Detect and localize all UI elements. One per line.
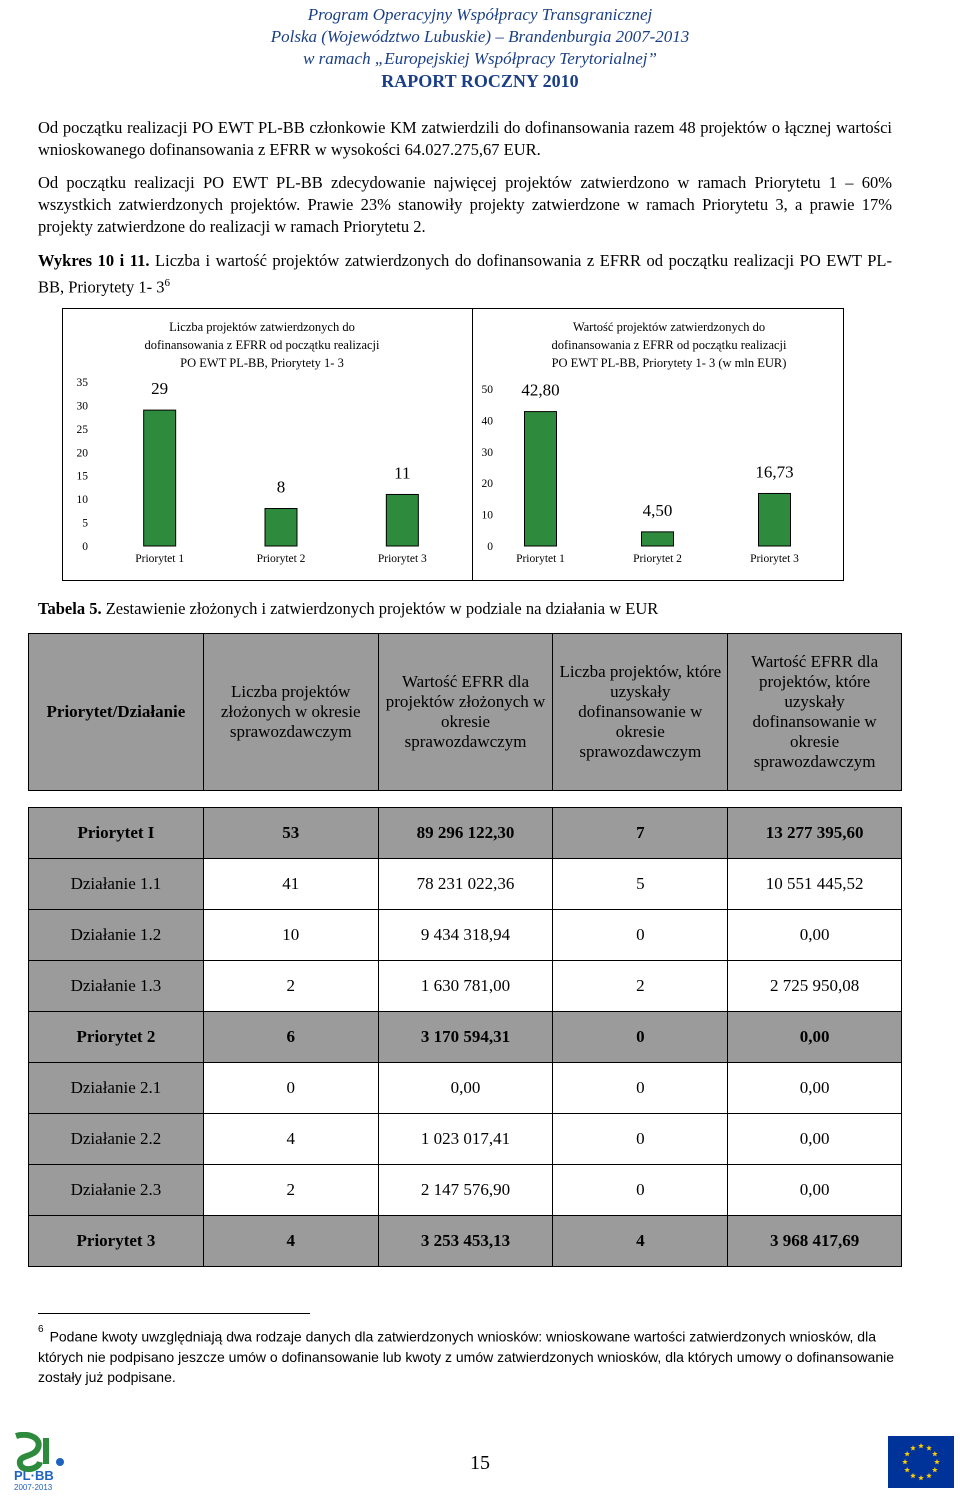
chart-title-line: dofinansowania z EFRR od początku realizacji xyxy=(144,338,380,352)
table-cell: 41 xyxy=(203,859,378,910)
header-line-1: Program Operacyjny Współpracy Transgranicznej xyxy=(307,5,653,24)
bar xyxy=(642,532,674,546)
header-line-2: Polska (Województwo Lubuskie) – Brandenburgia 2007-2013 xyxy=(270,27,690,46)
priority-row xyxy=(29,808,902,859)
action-row xyxy=(29,859,902,910)
table-cell: 0,00 xyxy=(378,1063,553,1114)
x-tick-label: Priorytet 3 xyxy=(377,553,427,565)
table-cell: 13 277 395,60 xyxy=(728,808,902,859)
table-cell: 1 630 781,00 xyxy=(378,961,553,1012)
data-label: 11 xyxy=(394,463,411,483)
table-cell: 1 023 017,41 xyxy=(378,1114,553,1165)
chart-projects-count xyxy=(62,308,474,581)
table-cell: 0,00 xyxy=(728,1012,902,1063)
table-header-row xyxy=(29,634,902,791)
chart-projects-value-svg xyxy=(473,309,843,580)
eu-star xyxy=(910,1445,916,1450)
action-row xyxy=(29,1114,902,1165)
y-tick-label: 20 xyxy=(481,478,493,491)
y-tick-label: 5 xyxy=(82,517,88,530)
chart-projects-value xyxy=(472,308,844,581)
header-submitted-count: Liczba projektów złożonych w okresie sprawozdawczym xyxy=(203,634,378,791)
x-tick-label: Priorytet 2 xyxy=(633,553,682,565)
eu-star xyxy=(926,1445,932,1450)
page-number: 15 xyxy=(470,1452,490,1474)
data-label: 8 xyxy=(276,477,286,497)
y-tick-label: 15 xyxy=(76,470,88,483)
table-cell: 0,00 xyxy=(728,910,902,961)
eu-star xyxy=(904,1467,910,1472)
x-tick-label: Priorytet 2 xyxy=(256,553,306,565)
header-approved-count: Liczba projektów, które uzyskały dofinansowanie w okresie sprawozdawczym xyxy=(553,634,728,791)
action-row xyxy=(29,910,902,961)
priority-row xyxy=(29,1012,902,1063)
eu-star xyxy=(932,1451,938,1456)
table-cell: 0 xyxy=(553,1165,728,1216)
pl-bb-logo xyxy=(8,1432,70,1492)
eu-star xyxy=(918,1443,924,1448)
row-label: Priorytet I xyxy=(29,808,204,859)
row-label: Priorytet 3 xyxy=(29,1216,204,1267)
eu-star xyxy=(932,1467,938,1472)
paragraph-1: Od początku realizacji PO EWT PL-BB członkowie KM zatwierdzili do dofinansowania razem 48 projektów o łącznej wartości wnioskowanego dofinansowania z EFRR w wysokości 64.027.275,67 EUR. xyxy=(38,118,892,159)
eu-stars-icon xyxy=(888,1436,954,1488)
footnote-ref: 6 xyxy=(164,277,170,289)
header-priority: Priorytet/Działanie xyxy=(29,634,204,791)
table-cell: 0 xyxy=(553,910,728,961)
table-cell: 2 xyxy=(203,1165,378,1216)
table-cell: 3 968 417,69 xyxy=(728,1216,902,1267)
header-approved-value: Wartość EFRR dla projektów, które uzyskały dofinansowanie w okresie sprawozdawczym xyxy=(728,634,902,791)
bar xyxy=(386,494,418,546)
eu-star xyxy=(926,1473,932,1478)
data-label: 16,73 xyxy=(755,462,794,482)
x-tick-label: Priorytet 1 xyxy=(516,553,565,565)
eu-star xyxy=(910,1473,916,1478)
table-cell: 3 170 594,31 xyxy=(378,1012,553,1063)
eu-star xyxy=(934,1459,940,1464)
chart-projects-count-svg xyxy=(63,309,473,580)
y-tick-label: 10 xyxy=(481,509,493,522)
table-cell: 89 296 122,30 xyxy=(378,808,553,859)
chart-title-line: dofinansowania z EFRR od początku realizacji xyxy=(551,338,787,352)
table-cell: 2 xyxy=(203,961,378,1012)
logo-text: PL·BB xyxy=(14,1468,54,1483)
y-tick-label: 30 xyxy=(481,446,493,459)
table-cell: 6 xyxy=(203,1012,378,1063)
table-cell: 0 xyxy=(203,1063,378,1114)
bar xyxy=(265,509,297,546)
x-tick-label: Priorytet 3 xyxy=(750,553,799,565)
chart-caption-text: Liczba i wartość projektów zatwierdzonych do dofinansowania z EFRR od początku realizacji PO EWT PL-BB, Priorytety 1- 3 xyxy=(38,251,893,297)
chart-title-line: PO EWT PL-BB, Priorytety 1- 3 xyxy=(180,356,344,370)
priority-row xyxy=(29,1216,902,1267)
action-row xyxy=(29,1063,902,1114)
eu-flag-logo xyxy=(888,1436,954,1488)
table-caption-text: Zestawienie złożonych i zatwierdzonych projektów w podziale na działania w EUR xyxy=(101,599,659,618)
y-tick-label: 35 xyxy=(76,377,88,389)
eu-star xyxy=(918,1475,924,1480)
page-header xyxy=(0,4,960,92)
bar xyxy=(144,410,176,546)
table-cell: 10 xyxy=(203,910,378,961)
table-cell: 0,00 xyxy=(728,1114,902,1165)
chart-title-line: Wartość projektów zatwierdzonych do xyxy=(572,320,766,334)
footnote-text: Podane kwoty uwzględniają dwa rodzaje danych dla zatwierdzonych wniosków: wnioskowane wartości zatwierdzonych wniosków, dla których nie podpisano jeszcze umów o dofinansowanie lub kwoty z umów zatwierdzonych wniosków, dla których umowy o dofinansowanie zostały już podpisane. xyxy=(38,1328,894,1385)
table-cell: 5 xyxy=(553,859,728,910)
table-body xyxy=(29,808,902,1267)
table-cell: 7 xyxy=(553,808,728,859)
bar xyxy=(525,412,557,546)
table-cell: 4 xyxy=(553,1216,728,1267)
y-tick-label: 0 xyxy=(487,541,493,553)
footnote-divider xyxy=(38,1313,310,1314)
row-label: Działanie 2.2 xyxy=(29,1114,204,1165)
row-label: Działanie 2.3 xyxy=(29,1165,204,1216)
table-cell: 10 551 445,52 xyxy=(728,859,902,910)
paragraph-3 xyxy=(38,250,892,299)
table-cell: 0 xyxy=(553,1114,728,1165)
y-tick-label: 10 xyxy=(76,494,88,507)
footnote-number: 6 xyxy=(38,1324,44,1335)
table-cell: 2 147 576,90 xyxy=(378,1165,553,1216)
table-cell: 4 xyxy=(203,1114,378,1165)
chart-title-line: PO EWT PL-BB, Priorytety 1- 3 (w mln EUR) xyxy=(551,356,787,370)
chart-caption-label: Wykres 10 i 11. xyxy=(38,251,150,270)
bar xyxy=(759,493,791,546)
table-cell: 0 xyxy=(553,1063,728,1114)
y-tick-label: 25 xyxy=(76,423,88,436)
footnote xyxy=(38,1324,894,1387)
row-label: Działanie 2.1 xyxy=(29,1063,204,1114)
paragraph-2: Od początku realizacji PO EWT PL-BB zdecydowanie najwięcej projektów zatwierdzono w ramach Priorytetu 1 – 60% wszystkich zatwierdzonych projektów. Prawie 23% stanowiły projekty zatwierdzone w ramach Priorytetu 3, a prawie 17% projekty zatwierdzone do realizacji w ramach Priorytetu 2. xyxy=(38,173,892,236)
table-cell: 9 434 318,94 xyxy=(378,910,553,961)
table-cell: 53 xyxy=(203,808,378,859)
table-caption xyxy=(38,598,892,620)
table-cell: 0,00 xyxy=(728,1165,902,1216)
y-tick-label: 20 xyxy=(76,447,88,460)
header-line-3: w ramach „Europejskiej Współpracy Terytorialnej” xyxy=(303,49,657,68)
table-cell: 3 253 453,13 xyxy=(378,1216,553,1267)
table-cell: 78 231 022,36 xyxy=(378,859,553,910)
eu-star xyxy=(904,1451,910,1456)
data-label: 29 xyxy=(151,379,169,399)
table-cell: 2 725 950,08 xyxy=(728,961,902,1012)
row-label: Priorytet 2 xyxy=(29,1012,204,1063)
table-cell: 2 xyxy=(553,961,728,1012)
table-cell: 0,00 xyxy=(728,1063,902,1114)
y-tick-label: 30 xyxy=(76,400,88,413)
table-caption-label: Tabela 5. xyxy=(38,599,102,618)
chart-title-line: Liczba projektów zatwierdzonych do xyxy=(169,320,355,334)
row-label: Działanie 1.1 xyxy=(29,859,204,910)
y-tick-label: 0 xyxy=(82,541,88,553)
logo-years: 2007-2013 xyxy=(14,1483,53,1492)
row-label: Działanie 1.3 xyxy=(29,961,204,1012)
table-cell: 4 xyxy=(203,1216,378,1267)
table-cell: 0 xyxy=(553,1012,728,1063)
action-row xyxy=(29,961,902,1012)
report-title: RAPORT ROCZNY 2010 xyxy=(381,71,579,91)
data-label: 4,50 xyxy=(642,500,673,520)
eu-star xyxy=(902,1459,908,1464)
row-label: Działanie 1.2 xyxy=(29,910,204,961)
y-tick-label: 40 xyxy=(481,415,493,428)
action-row xyxy=(29,1165,902,1216)
header-submitted-value: Wartość EFRR dla projektów złożonych w okresie sprawozdawczym xyxy=(378,634,553,791)
y-tick-label: 50 xyxy=(481,384,493,396)
x-tick-label: Priorytet 1 xyxy=(135,553,185,565)
projects-table xyxy=(28,633,902,1267)
data-label: 42,80 xyxy=(521,380,560,400)
